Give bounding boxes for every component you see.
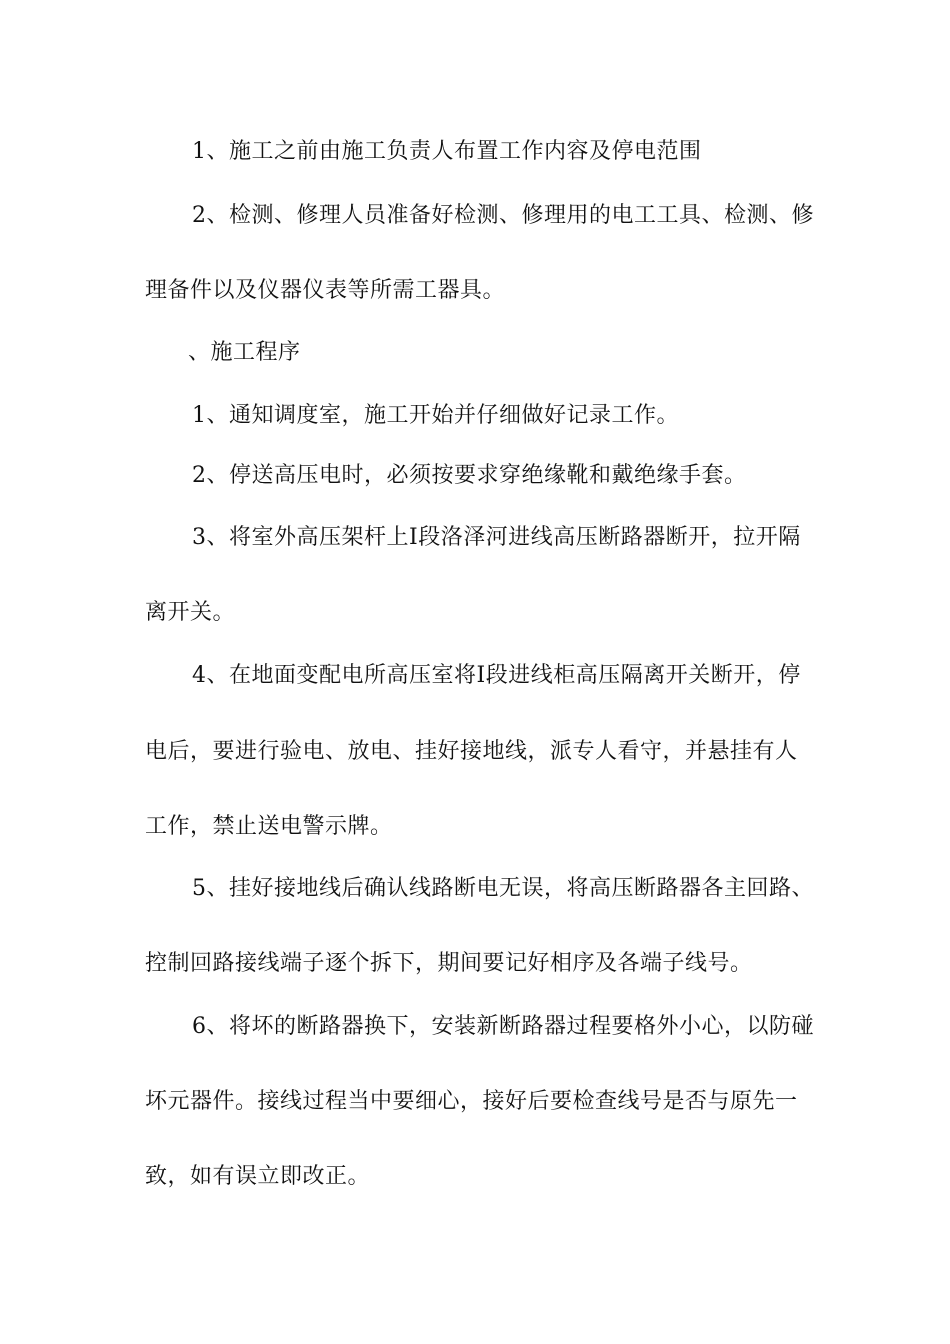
- procedure-step-4-continuation-1: 电后，要进行验电、放电、挂好接地线，派专人看守，并悬挂有人: [145, 739, 798, 764]
- procedure-step-4-continuation-2: 工作，禁止送电警示牌。: [145, 814, 393, 839]
- step-2-prep-line: 2、检测、修理人员准备好检测、修理用的电工工具、检测、修: [192, 203, 814, 228]
- procedure-step-2: 2、停送高压电时，必须按要求穿绝缘靴和戴绝缘手套。: [192, 463, 747, 488]
- procedure-step-3: 3、将室外高压架杆上Ⅰ段洛泽河进线高压断路器断开，拉开隔: [192, 525, 801, 550]
- procedure-step-5-continuation: 控制回路接线端子逐个拆下，期间要记好相序及各端子线号。: [145, 951, 753, 976]
- section-heading-procedure: 、施工程序: [188, 340, 301, 365]
- procedure-step-6: 6、将坏的断路器换下，安装新断路器过程要格外小心，以防碰: [192, 1014, 814, 1039]
- procedure-step-3-continuation: 离开关。: [145, 600, 236, 625]
- procedure-step-6-continuation-2: 致，如有误立即改正。: [145, 1164, 371, 1189]
- procedure-step-6-continuation-1: 坏元器件。接线过程当中要细心，接好后要检查线号是否与原先一: [145, 1089, 798, 1114]
- procedure-step-1: 1、通知调度室，施工开始并仔细做好记录工作。: [192, 403, 679, 428]
- procedure-step-4: 4、在地面变配电所高压室将Ⅰ段进线柜高压隔离开关断开，停: [192, 663, 801, 688]
- procedure-step-5: 5、挂好接地线后确认线路断电无误，将高压断路器各主回路、: [192, 876, 814, 901]
- step-1-prep-line: 1、施工之前由施工负责人布置工作内容及停电范围: [192, 139, 702, 164]
- step-2-prep-continuation: 理备件以及仪器仪表等所需工器具。: [145, 278, 506, 303]
